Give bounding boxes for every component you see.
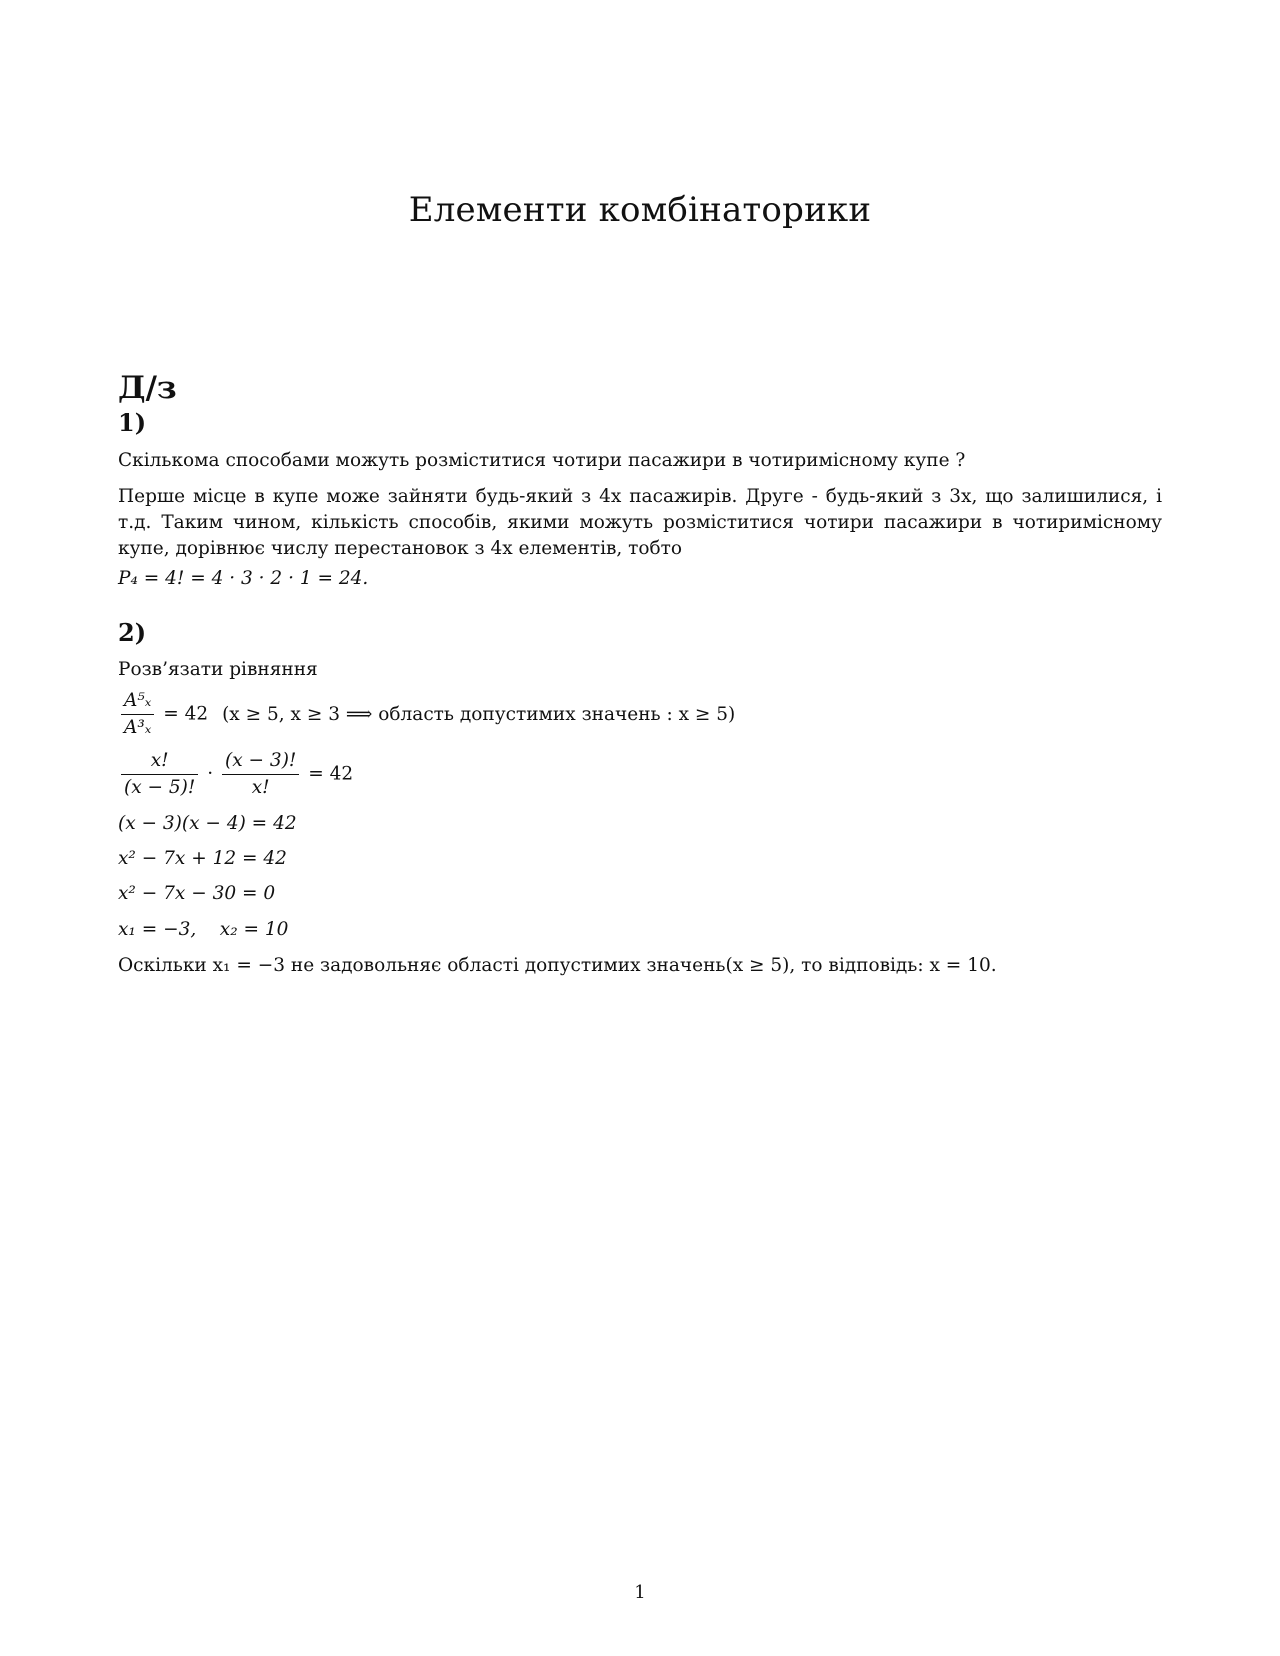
- equation-2-rhs: = 42: [308, 763, 354, 785]
- equation-1: [118, 690, 1162, 739]
- task1-number: 1): [118, 408, 147, 437]
- page-number: 1: [634, 1582, 646, 1603]
- equation-2-fraction-1-denominator: (x − 5)!: [121, 774, 198, 799]
- task1-question: Скількома способами можуть розміститися чотири пасажири в чотиримісному купе ?: [118, 450, 966, 471]
- equation-2-fraction-2-denominator: x!: [222, 774, 299, 799]
- equation-1-rhs: = 42: [163, 703, 209, 725]
- task1-result: P₄ = 4! = 4 · 3 · 2 · 1 = 24.: [118, 568, 369, 589]
- equation-2-dot: ·: [207, 763, 214, 785]
- equation-1-fraction: [121, 690, 154, 739]
- equation-2: [118, 750, 1162, 799]
- task1-explanation: Перше місце в купе може зайняти будь-який з 4х пасажирів. Друге - будь-який з 3х, що залишилися, і т.д. Таким чином, кількість способів, якими можуть розміститися чотири пасажири в чотиримісному купе, дорівнює числу перестановок з 4х елементів, тобто: [118, 486, 1162, 559]
- equation-2-fraction-1-numerator: x!: [150, 750, 169, 771]
- equation-4: x² − 7x + 12 = 42: [118, 848, 287, 869]
- equation-1-denominator: A³ₓ: [121, 714, 154, 739]
- task2-instruction: Розв’язати рівняння: [118, 659, 318, 680]
- equation-5: x² − 7x − 30 = 0: [118, 883, 276, 904]
- section-title: Д/з: [118, 370, 177, 406]
- equation-1-numerator: A⁵ₓ: [124, 690, 152, 711]
- conclusion: Оскільки x₁ = −3 не задовольняє області допустимих значень(x ≥ 5), то відповідь: x = 10.: [118, 955, 997, 976]
- task2-number: 2): [118, 618, 147, 647]
- equation-3: (x − 3)(x − 4) = 42: [118, 813, 297, 834]
- document-title: Елементи комбінаторики: [408, 190, 872, 230]
- roots: x₁ = −3, x₂ = 10: [118, 919, 289, 940]
- equation-2-fraction-2: [222, 750, 299, 799]
- equation-1-domain-note: (x ≥ 5, x ≥ 3 ⟹ область допустимих значень : x ≥ 5): [222, 703, 736, 725]
- equation-2-fraction-2-numerator: (x − 3)!: [225, 750, 297, 771]
- equation-2-fraction-1: [121, 750, 198, 799]
